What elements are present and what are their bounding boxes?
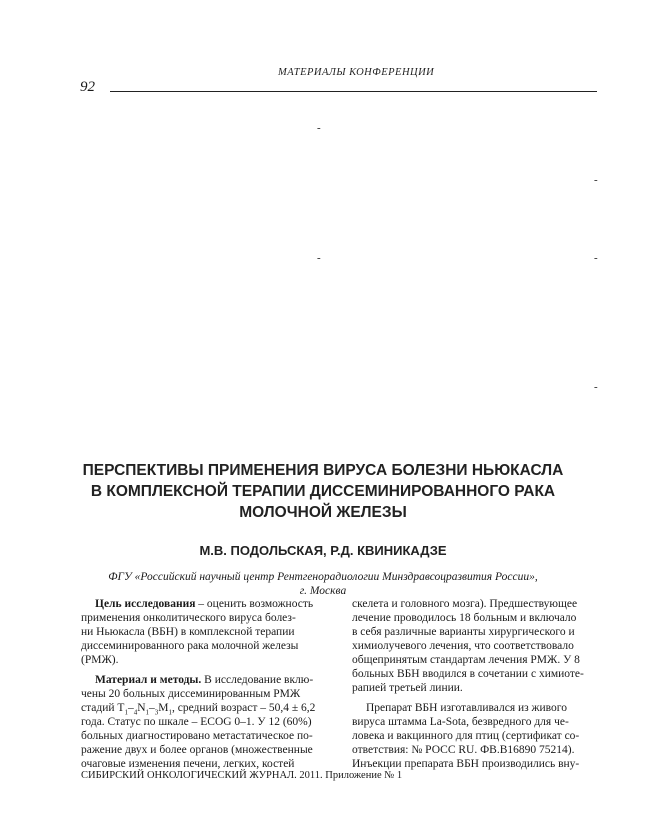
text-line: лечение проводилось 18 больным и включало	[352, 612, 577, 624]
title-line: ПЕРСПЕКТИВЫ ПРИМЕНЕНИЯ ВИРУСА БОЛЕЗНИ НЬЮКАСЛА	[82, 462, 564, 479]
stray-dash-mark: -	[317, 252, 321, 264]
text-line: очаговые изменения печени, легких, костей	[81, 758, 295, 770]
text-line: больных ВБН вводился в сочетании с химиоте-	[352, 668, 584, 680]
text-line: Препарат ВБН изготавливался из живого	[366, 702, 567, 714]
left-column	[81, 597, 324, 771]
text-line: вируса штамма La-Sota, безвредного для че-	[352, 716, 569, 728]
page-number: 92	[80, 79, 95, 95]
text-line: Инъекции препарата ВБН производились вну-	[352, 758, 580, 770]
article-affiliation	[60, 570, 586, 598]
text-line: в себя различные варианты хирургического и	[352, 626, 575, 638]
stray-dash-mark: -	[594, 381, 598, 393]
stray-dash-mark: -	[317, 122, 321, 134]
affiliation-line: ФГУ «Российский научный центр Рентгенорадиологии Минздравсоцразвития России»,	[108, 571, 538, 583]
affiliation-line: г. Москва	[299, 585, 347, 597]
stage-line: стадий $T_1-_4N_1-_3M_1$, средний возраст – 50,4 ± 6,2	[81, 702, 316, 717]
article-authors: М.В. ПОДОЛЬСКАЯ, Р.Д. КВИНИКАДЗЕ	[199, 543, 447, 558]
aim-text: – оценить возможность	[195, 598, 314, 610]
text-line: ответствия: № РОСС RU. ФВ.В16890 75214).	[352, 744, 575, 756]
article-title	[60, 460, 586, 523]
right-column	[352, 597, 602, 771]
methods-line	[81, 673, 324, 687]
text-line: (РМЖ).	[81, 654, 119, 666]
stray-dash-mark: -	[594, 252, 598, 264]
text-line: общепринятым стандартам лечения РМЖ. У 8	[352, 654, 580, 666]
text-line: чены 20 больных диссеминированным РМЖ	[81, 688, 301, 700]
text-line: рапией третьей линии.	[352, 682, 463, 694]
title-line: МОЛОЧНОЙ ЖЕЛЕЗЫ	[239, 504, 407, 521]
methods-label: Материал и методы.	[95, 674, 202, 686]
text-line: года. Статус по шкале – ECOG 0–1. У 12 (60%)	[81, 716, 312, 728]
text-line: ловека и вакцинного для птиц (сертификат со-	[352, 730, 580, 742]
aim-label: Цель исследования	[95, 598, 196, 610]
text-line: ни Ньюкасла (ВБН) в комплексной терапии	[81, 626, 295, 638]
title-line: В КОМПЛЕКСНОЙ ТЕРАПИИ ДИССЕМИНИРОВАННОГО РАКА	[90, 483, 556, 500]
text-line: применения онколитического вируса болез-	[81, 612, 296, 624]
text-line: химиолучевого лечения, что соответствовало	[352, 640, 574, 652]
aim-line	[81, 597, 324, 611]
text-line: больных диагностировано метастатическое по-	[81, 730, 313, 742]
header-rule	[110, 91, 597, 92]
running-head: МАТЕРИАЛЫ КОНФЕРЕНЦИИ	[278, 67, 435, 78]
journal-footer: СИБИРСКИЙ ОНКОЛОГИЧЕСКИЙ ЖУРНАЛ. 2011. Приложение № 1	[81, 770, 403, 781]
methods-text: В исследование вклю-	[201, 674, 314, 686]
stray-dash-mark: -	[594, 174, 598, 186]
text-line: скелета и головного мозга). Предшествующее	[352, 598, 578, 610]
text-line: ражение двух и более органов (множественные	[81, 744, 313, 756]
text-line: диссеминированного рака молочной железы	[81, 640, 299, 652]
